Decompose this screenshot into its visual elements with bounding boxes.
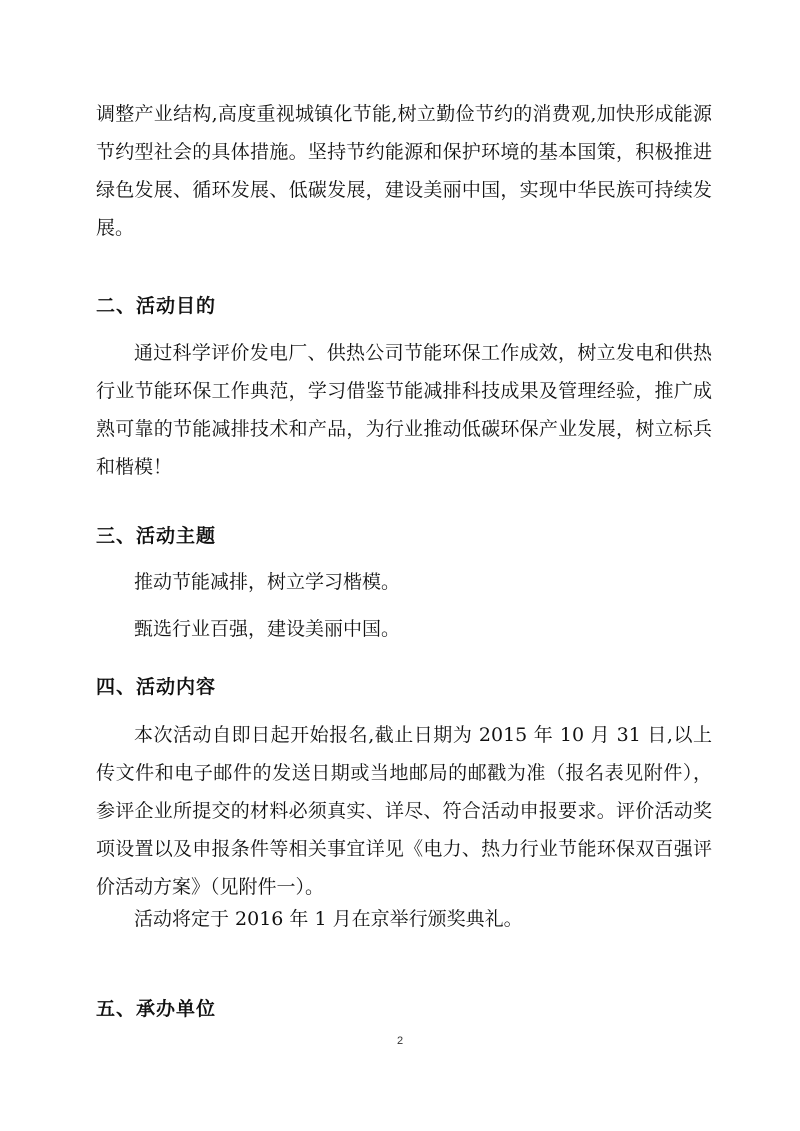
section-4-paragraph-1-block xyxy=(96,716,712,906)
section-4-paragraph-2-block xyxy=(96,900,712,938)
content-paragraph-2: 活动将定于 2016 年 1 月在京举行颁奖典礼。 xyxy=(134,908,523,930)
theme-line-2: 甄选行业百强，建设美丽中国。 xyxy=(134,618,401,640)
content-paragraph-1: 本次活动自即日起开始报名,截止日期为 2015 年 10 月 31 日,以上传文件和电子邮件的发送日期或当地邮局的邮戳为准（报名表见附件），参评企业所提交的材料必须真实、详尽、符合活动申报要求。评价活动奖项设置以及申报条件等相关事宜详见《电力、热力行业节能环保双百强评价活动方案》（见附件一）。 xyxy=(96,724,712,898)
theme-line-1: 推动节能减排，树立学习楷模。 xyxy=(134,571,401,593)
section-2-heading-block xyxy=(96,287,712,325)
theme-line-2-block xyxy=(96,610,712,648)
intro-paragraph-block xyxy=(96,95,712,247)
intro-paragraph: 调整产业结构,高度重视城镇化节能,树立勤俭节约的消费观,加快形成能源节约型社会的具体措施。坚持节约能源和保护环境的基本国策，积极推进绿色发展、循环发展、低碳发展，建设美丽中国，实现中华民族可持续发展。 xyxy=(96,103,712,239)
section-heading-content: 四、活动内容 xyxy=(96,676,217,698)
section-2-paragraph-block xyxy=(96,334,712,486)
section-heading-organizer: 五、承办单位 xyxy=(96,998,217,1020)
section-5-heading-block xyxy=(96,990,712,1028)
purpose-paragraph: 通过科学评价发电厂、供热公司节能环保工作成效，树立发电和供热行业节能环保工作典范，学习借鉴节能减排科技成果及管理经验，推广成熟可靠的节能减排技术和产品，为行业推动低碳环保产业发展，树立标兵和楷模！ xyxy=(96,342,712,478)
section-4-heading-block xyxy=(96,668,712,706)
section-3-heading-block xyxy=(96,517,712,555)
theme-line-1-block xyxy=(96,563,712,601)
section-heading-theme: 三、活动主题 xyxy=(96,525,217,547)
section-heading-purpose: 二、活动目的 xyxy=(96,295,217,317)
page-number: 2 xyxy=(396,1035,404,1047)
